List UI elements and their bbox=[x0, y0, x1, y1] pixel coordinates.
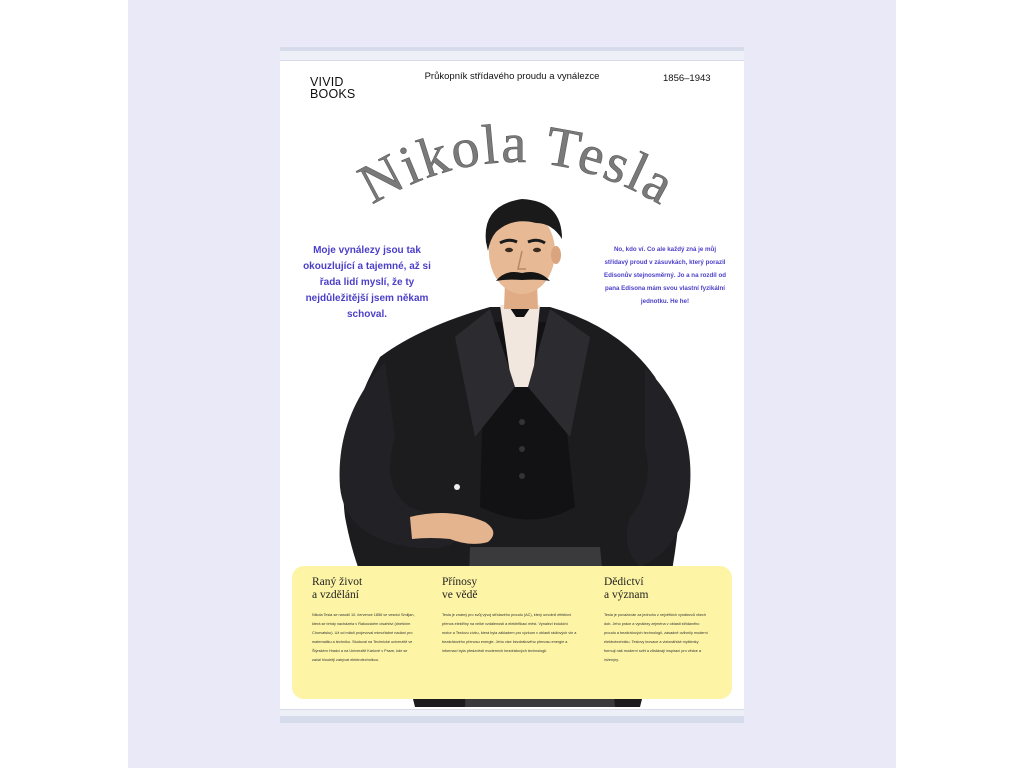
life-years: 1856–1943 bbox=[663, 73, 711, 84]
heading-line-1: Přínosy bbox=[442, 576, 478, 588]
quote-left: Moje vynálezy jsou tak okouzlující a tajemné, až si řada lidí myslí, že ty nejdůležitější jsem někam schoval. bbox=[303, 245, 431, 320]
poster-subtitle: Průkopník střídavého proudu a vynálezce bbox=[424, 71, 600, 82]
column-heading bbox=[604, 576, 709, 602]
column-heading bbox=[442, 576, 577, 602]
logo-line-2: BOOKS bbox=[310, 87, 356, 101]
poster bbox=[280, 51, 744, 716]
column-text: Nikola Tesla se narodil 10. července 1856 ve vesnici Smiljan, která se tehdy nacházela v Rakouském císařství (dnešním Chorvatsku). Už od mládí projevoval mimořádné nadání pro matematiku a techniku. Studoval na Technické univerzitě ve Štýrském Hradci a na Univerzitě Karlově v Praze, kde se začal hlouběji zabývat elektrotechnikou. bbox=[312, 613, 415, 662]
heading-line-2: a vzdělání bbox=[312, 589, 359, 601]
poster-bottom-edge bbox=[280, 709, 744, 716]
heading-line-1: Dědictví bbox=[604, 576, 644, 588]
column-text: Tesla je známý pro svůj vývoj střídavého proudu (AC), který umožnil efektivní přenos elektřiny na velké vzdálenosti a elektrifikaci měst. Vynalezl indukční motor a Teslovu cívku, která byla základem pro výzkum v oblasti rádiových vln a bezdrátového přenosu energie. Jeho vize bezdrátového přenosu energie a informací byla předzvěstí moderních bezdrátových technologií. bbox=[442, 613, 577, 653]
heading-line-1: Raný život bbox=[312, 576, 363, 588]
poster-top-edge bbox=[280, 51, 744, 61]
info-column-early-life bbox=[312, 576, 417, 665]
quote-right: No, kdo ví. Co ale každý zná je můj střídavý proud v zásuvkách, který porazil Edisonův stejnosměrný. Jo a na rozdíl od pana Edisona mám svou vlastní fyzikální jednotku. He he! bbox=[603, 246, 727, 305]
column-heading bbox=[312, 576, 417, 602]
logo-line-1: VIVID bbox=[310, 75, 344, 89]
column-text: Tesla je považován za jednoho z největších vynálezců všech dob. Jeho práce a vynálezy zejména v oblasti střídavého proudu a bezdrátových technologií, zásadně ovlivnily moderní elektrotechniku. Teslovy inovace a vizionářské myšlenky formují náš moderní svět a zůstávají inspirací pro vědce a inženýry. bbox=[604, 613, 708, 662]
heading-line-2: ve vědě bbox=[442, 589, 478, 601]
info-column-science bbox=[442, 576, 577, 656]
poster-title-text: Nikola Tesla bbox=[348, 112, 686, 218]
info-column-legacy bbox=[604, 576, 709, 665]
heading-line-2: a význam bbox=[604, 589, 649, 601]
info-panel bbox=[292, 566, 732, 699]
